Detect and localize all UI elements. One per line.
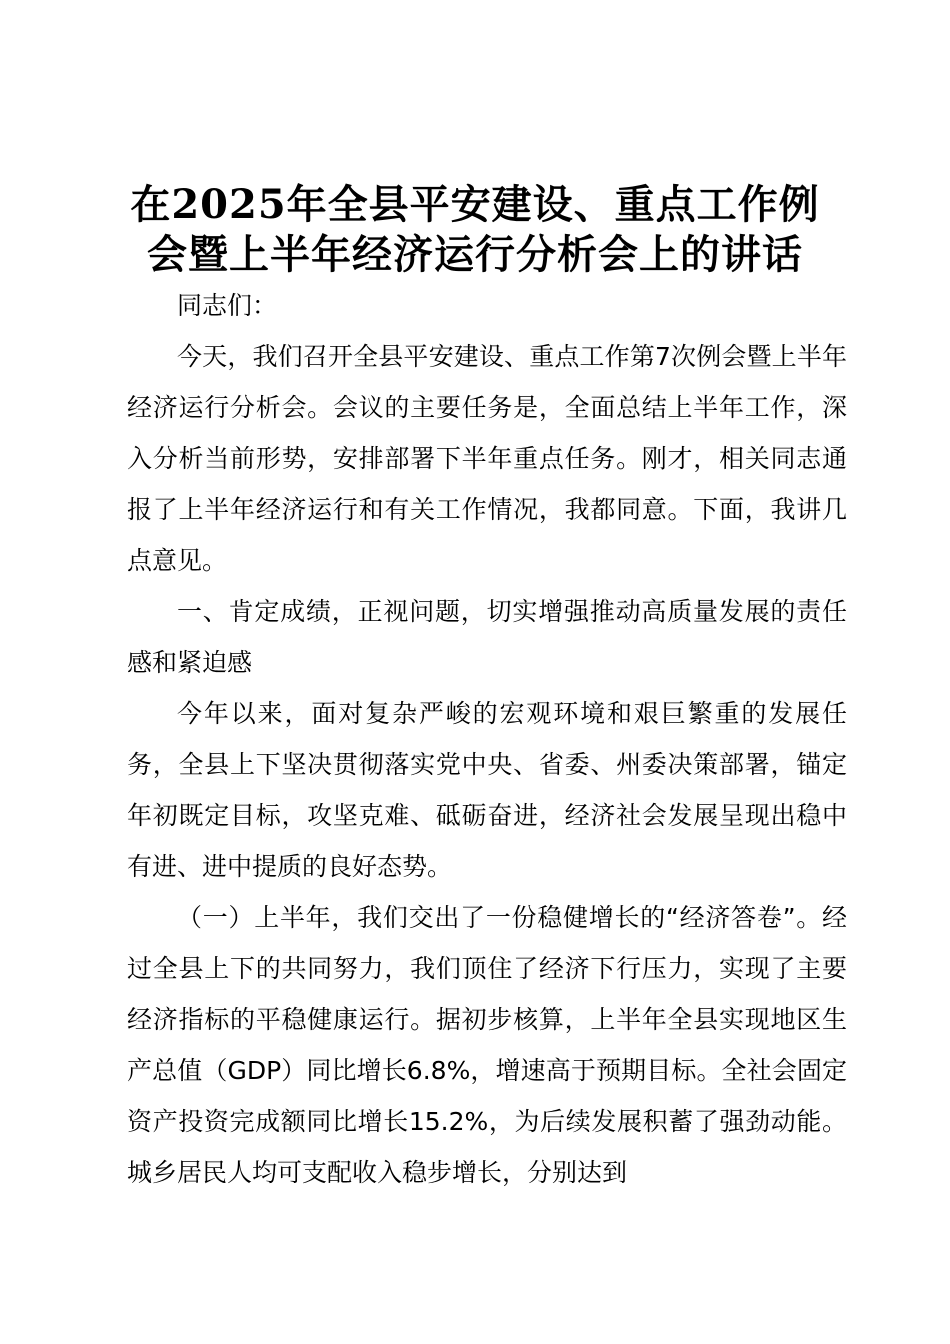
section-heading-1: 一、肯定成绩，正视问题，切实增强推动高质量发展的责任感和紧迫感 [127, 597, 847, 677]
salutation: 同志们： [177, 291, 278, 320]
title-line-2: 会暨上半年经济运行分析会上的讲话 [147, 231, 803, 278]
paragraph-overview: 今年以来，面对复杂严峻的宏观环境和艰巨繁重的发展任务，全县上下坚决贯彻落实党中央、省委、州委决策部署，锚定年初既定目标，攻坚克难、砥砺奋进，经济社会发展呈现出稳中有进、进中提质的良好态势。 [127, 699, 847, 881]
paragraph-opening: 今天，我们召开全县平安建设、重点工作第7次例会暨上半年经济运行分析会。会议的主要任务是，全面总结上半年工作，深入分析当前形势，安排部署下半年重点任务。刚才，相关同志通报了上半年经济运行和有关工作情况，我都同意。下面，我讲几点意见。 [127, 342, 847, 575]
document-title [100, 180, 850, 280]
title-line-1: 在2025年全县平安建设、重点工作例 [130, 181, 820, 228]
paragraph-economy: （一）上半年，我们交出了一份稳健增长的“经济答卷”。经过全县上下的共同努力，我们顶住了经济下行压力，实现了主要经济指标的平稳健康运行。据初步核算，上半年全县实现地区生产总值（GDP）同比增长6.8%，增速高于预期目标。全社会固定资产投资完成额同比增长15.2%，为后续发展积蓄了强劲动能。城乡居民人均可支配收入稳步增长，分别达到 [127, 903, 847, 1187]
document-body [127, 280, 847, 1198]
